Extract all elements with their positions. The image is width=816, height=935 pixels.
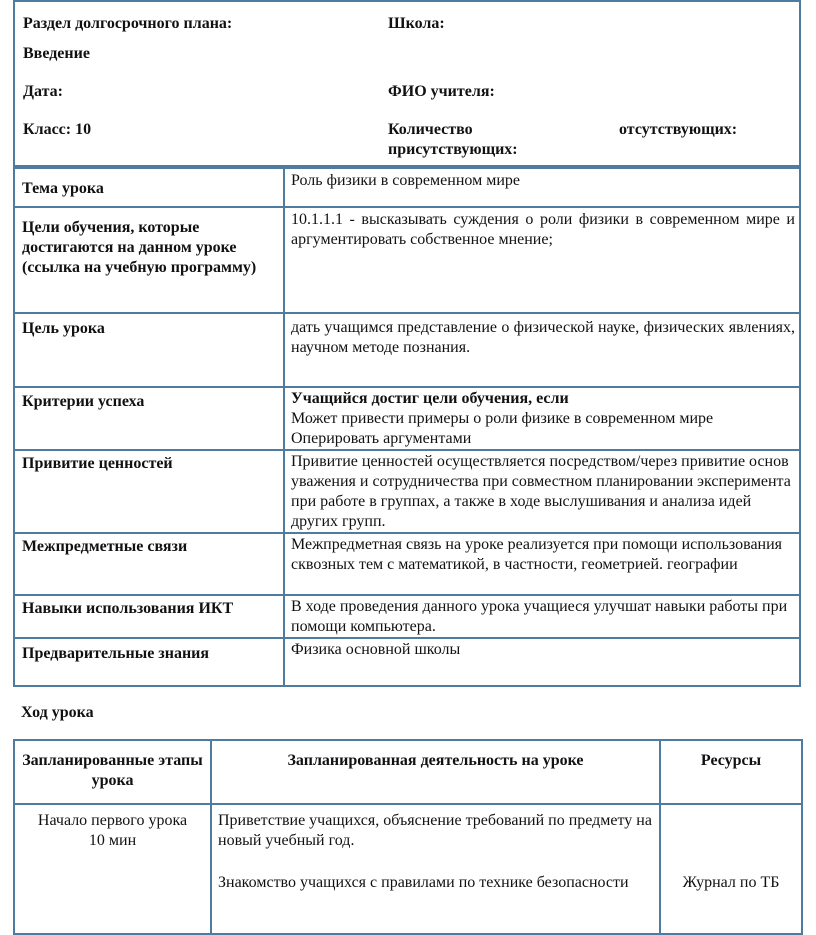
activity-cell xyxy=(211,804,660,934)
objectives-label: Цели обучения, которые достигаются на данном уроке (ссылка на учебную программу) xyxy=(14,207,284,313)
info-row-ict xyxy=(14,595,800,638)
prior-knowledge-label: Предварительные знания xyxy=(14,638,284,686)
count-label: Количество xyxy=(388,121,473,138)
teacher-label: ФИО учителя: xyxy=(388,83,495,100)
topic-label: Тема урока xyxy=(14,168,284,207)
info-row-cross-subject xyxy=(14,533,800,595)
activity-text-2: Знакомство учащихся с правилами по технике безопасности xyxy=(218,874,629,891)
plan-header-row xyxy=(14,740,802,804)
plan-section-label: Раздел долгосрочного плана: xyxy=(23,15,233,32)
values-label: Привитие ценностей xyxy=(14,450,284,533)
info-row-prior-knowledge xyxy=(14,638,800,686)
header-stages: Запланированные этапы урока xyxy=(14,740,211,804)
criteria-line-1: Может привести примеры о роли физике в современном мире xyxy=(291,410,714,427)
values-value: Привитие ценностей осуществляется посредством/через привитие основ уважения и сотрудничества при совместном планировании эксперимента при работе в группах, а также в ходе выслушивания и анализа идей других групп. xyxy=(284,450,800,533)
activity-text-1: Приветствие учащихся, объяснение требований по предмету на новый учебный год. xyxy=(218,812,652,849)
absent-label: отсутствующих: xyxy=(619,121,738,138)
topic-value: Роль физики в современном мире xyxy=(284,168,800,207)
stage-cell xyxy=(14,804,211,934)
plan-row xyxy=(14,804,802,934)
info-row-goal xyxy=(14,313,800,387)
ict-label: Навыки использования ИКТ xyxy=(14,595,284,638)
ict-value: В ходе проведения данного урока учащиеся улучшат навыки работы при помощи компьютера. xyxy=(284,595,800,638)
criteria-label: Критерии успеха xyxy=(14,387,284,450)
criteria-line-2: Оперировать аргументами xyxy=(291,430,472,447)
header-activity: Запланированная деятельность на уроке xyxy=(211,740,660,804)
goal-label: Цель урока xyxy=(14,313,284,387)
criteria-value xyxy=(284,387,800,450)
present-label: присутствующих: xyxy=(388,141,518,158)
school-label: Школа: xyxy=(388,15,445,32)
plan-section-value: Введение xyxy=(23,45,90,62)
date-label: Дата: xyxy=(23,83,63,100)
info-row-objectives xyxy=(14,207,800,313)
section-title: Ход урока xyxy=(21,704,94,721)
lesson-info-table xyxy=(13,167,801,687)
lesson-plan-table xyxy=(13,739,803,935)
class-label: Класс: 10 xyxy=(23,121,92,138)
header-resources: Ресурсы xyxy=(660,740,802,804)
info-row-criteria xyxy=(14,387,800,450)
cross-subject-value: Межпредметная связь на уроке реализуется при помощи использования сквозных тем с математикой, в частности, геометрией. географии xyxy=(284,533,800,595)
stage-line-1: Начало первого урока xyxy=(37,812,188,829)
resource-cell: Журнал по ТБ xyxy=(660,804,802,934)
cross-subject-label: Межпредметные связи xyxy=(14,533,284,595)
objectives-value: 10.1.1.1 - высказывать суждения о роли физики в современном мире и аргументировать собственное мнение; xyxy=(284,207,800,313)
prior-knowledge-value: Физика основной школы xyxy=(284,638,800,686)
criteria-heading: Учащийся достиг цели обучения, если xyxy=(291,390,569,407)
info-row-topic xyxy=(14,168,800,207)
goal-value: дать учащимся представление о физической науке, физических явлениях, научном методе познания. xyxy=(284,313,800,387)
header-table xyxy=(13,0,801,167)
info-row-values xyxy=(14,450,800,533)
stage-line-2: 10 мин xyxy=(88,832,137,849)
